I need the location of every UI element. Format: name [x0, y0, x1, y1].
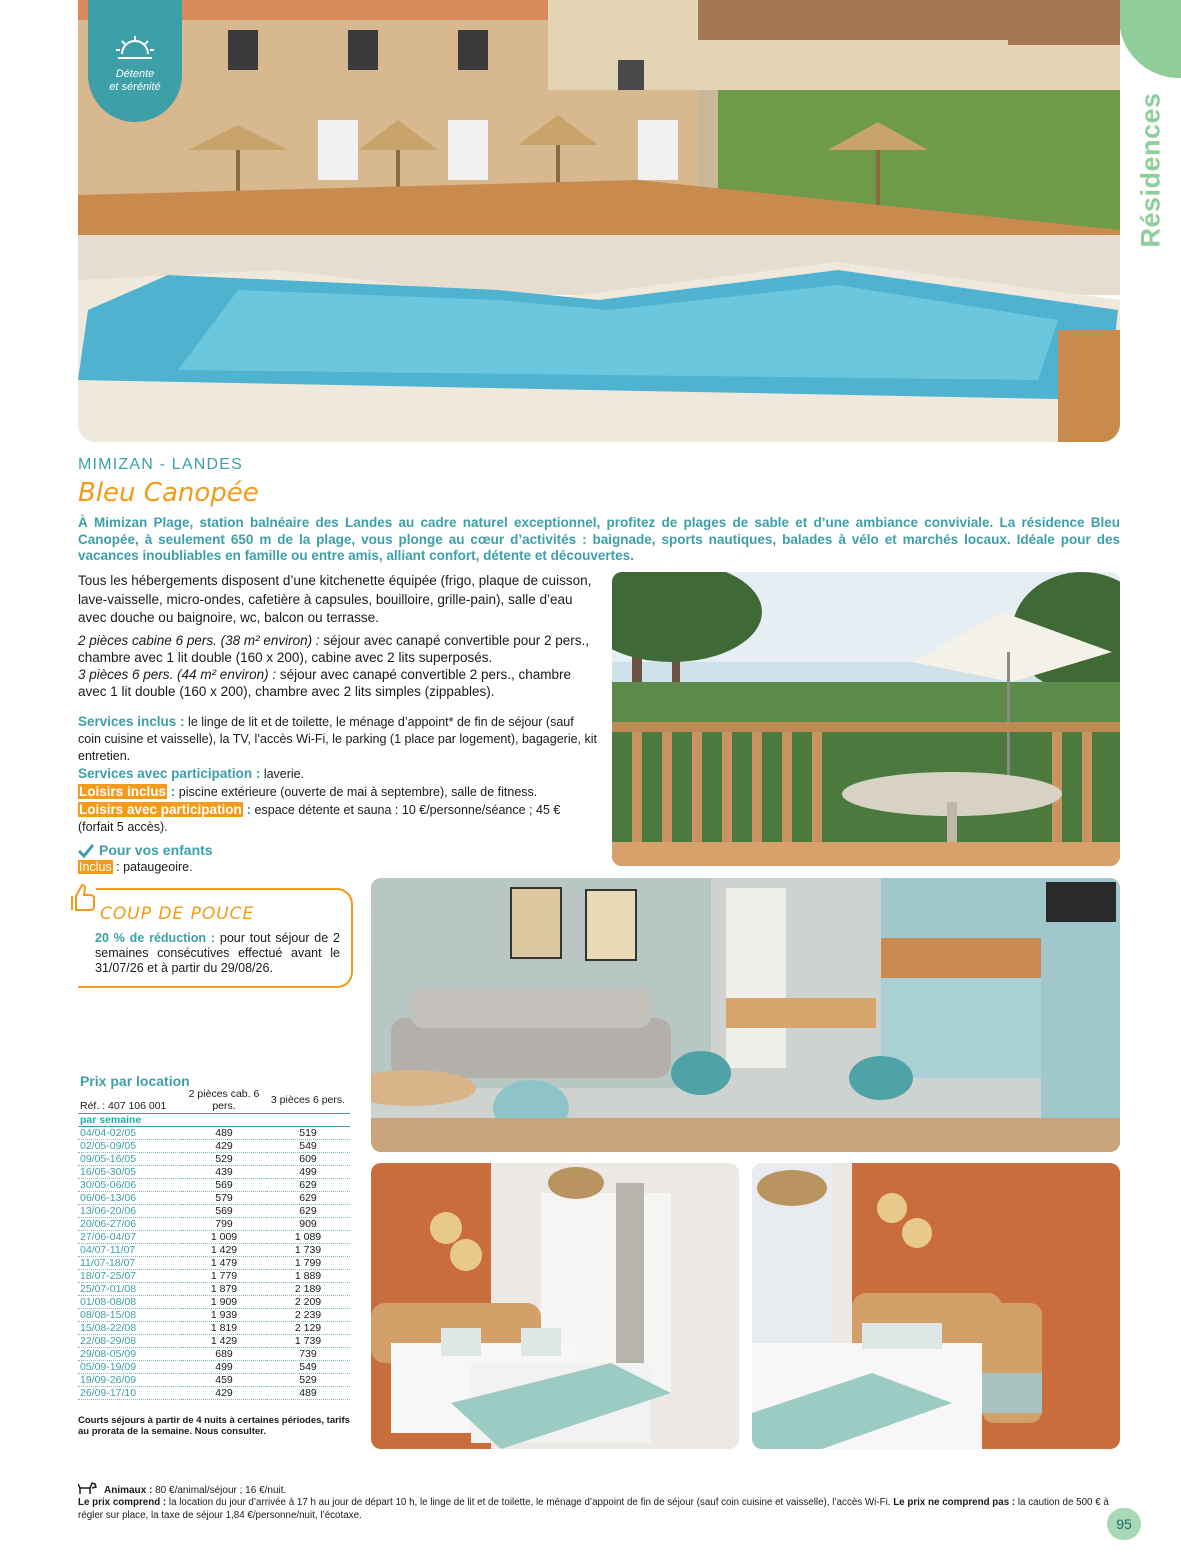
price-3p: 1 739 — [266, 1244, 350, 1257]
room-type-1-desc: séjour avec canapé convertible pour 2 pers., chambre avec 1 lit double (160 x 200), cabine avec 2 lits superposés. — [78, 633, 590, 665]
price-row — [78, 1218, 350, 1231]
sunrise-icon — [114, 34, 156, 62]
animals-label: Animaux : — [104, 1485, 153, 1496]
badge-line1: Détente — [115, 68, 155, 80]
room-type-2 — [78, 666, 598, 700]
animals-text: 80 €/animal/séjour ; 16 €/nuit. — [152, 1485, 287, 1496]
price-period: 25/07-01/08 — [78, 1283, 182, 1296]
services-block — [78, 713, 598, 876]
price-3p: 909 — [266, 1218, 350, 1231]
price-row — [78, 1296, 350, 1309]
price-2p: 1 819 — [182, 1322, 266, 1335]
loisirs-inclus-label: Loisirs inclus — [79, 784, 167, 799]
price-3p: 1 799 — [266, 1257, 350, 1270]
dog-icon — [78, 1480, 98, 1496]
price-conditions — [78, 1497, 1128, 1522]
price-period: 11/07-18/07 — [78, 1257, 182, 1270]
price-3p: 2 189 — [266, 1283, 350, 1296]
price-3p: 609 — [266, 1153, 350, 1166]
price-period: 02/05-09/05 — [78, 1140, 182, 1153]
price-2p: 1 479 — [182, 1257, 266, 1270]
excludes-text: la caution de 500 € à régler sur place, la taxe de séjour 1,84 €/personne/nuit, l’écotaxe. — [78, 1497, 1109, 1521]
promo-title: COUP DE POUCE — [100, 904, 255, 924]
price-2p: 439 — [182, 1166, 266, 1179]
location-label: MIMIZAN - LANDES — [78, 456, 243, 473]
services-inclus-label: Services inclus : — [78, 714, 185, 729]
excludes-label: Le prix ne comprend pas : — [893, 1497, 1016, 1508]
price-row — [78, 1257, 350, 1270]
loisirs-inclus-colon: : — [167, 784, 176, 799]
corner-tab — [1119, 0, 1181, 78]
price-table — [78, 1088, 350, 1400]
price-row — [78, 1335, 350, 1348]
price-3p: 2 239 — [266, 1309, 350, 1322]
thumbs-up-icon — [70, 882, 96, 914]
price-col-2p: 2 pièces cab. 6 pers. — [182, 1088, 266, 1114]
loisirs-participation-text: espace détente et sauna : 10 €/personne/séance ; 45 € (forfait 5 accès). — [78, 803, 561, 834]
price-row — [78, 1374, 350, 1387]
price-period: 26/09-17/10 — [78, 1387, 182, 1400]
price-row — [78, 1140, 350, 1153]
price-2p: 429 — [182, 1387, 266, 1400]
price-col-3p: 3 pièces 6 pers. — [266, 1088, 350, 1114]
price-3p: 529 — [266, 1374, 350, 1387]
services-participation-text: laverie. — [260, 767, 305, 781]
residence-title: Bleu Canopée — [78, 478, 259, 508]
terrace-photo — [612, 572, 1120, 866]
price-2p: 1 909 — [182, 1296, 266, 1309]
bedroom-photo-2 — [752, 1163, 1120, 1449]
price-2p: 689 — [182, 1348, 266, 1361]
price-2p: 489 — [182, 1127, 266, 1140]
price-row — [78, 1127, 350, 1140]
price-period: 13/06-20/06 — [78, 1205, 182, 1218]
living-room-photo — [371, 878, 1120, 1152]
section-side-label: Résidences — [1135, 92, 1166, 248]
room-type-1 — [78, 632, 598, 666]
promo-description: pour tout séjour de 2 semaines consécutives effectué avant le 31/07/26 et à partir du 29/08/26. — [95, 931, 341, 975]
price-row — [78, 1153, 350, 1166]
price-period: 05/09-19/09 — [78, 1361, 182, 1374]
price-period: 16/05-30/05 — [78, 1166, 182, 1179]
price-row — [78, 1231, 350, 1244]
kids-heading — [78, 842, 598, 859]
equipment-paragraph: Tous les hébergements disposent d’une kitchenette équipée (frigo, plaque de cuisson, lave-vaisselle, micro-ondes, cafetière à capsules, bouilloire, grille-pain), salle d’eau avec douche ou baignoire, wc, balcon ou terrasse. — [78, 573, 592, 625]
page-number: 95 — [1107, 1508, 1141, 1540]
animals-info — [78, 1480, 286, 1496]
services-inclus-text: le linge de lit et de toilette, le ménage d’appoint* de fin de séjour (sauf coin cuisine et vaisselle), la TV, l’accès Wi-Fi, le parking (1 place par logement), bagagerie, kit entretien. — [78, 715, 597, 763]
price-row — [78, 1283, 350, 1296]
price-2p: 529 — [182, 1153, 266, 1166]
price-period: 19/09-26/09 — [78, 1374, 182, 1387]
price-3p: 1 889 — [266, 1270, 350, 1283]
price-row — [78, 1166, 350, 1179]
price-period: 30/05-06/06 — [78, 1179, 182, 1192]
price-period: 18/07-25/07 — [78, 1270, 182, 1283]
kids-inclus-text: : pataugeoire. — [112, 860, 193, 874]
price-row — [78, 1322, 350, 1335]
price-section: par semaine — [78, 1114, 350, 1127]
price-3p: 739 — [266, 1348, 350, 1361]
room-types — [78, 632, 598, 700]
price-2p: 459 — [182, 1374, 266, 1387]
price-period: 09/05-16/05 — [78, 1153, 182, 1166]
includes-text: la location du jour d’arrivée à 17 h au jour de départ 10 h, le linge de lit et de toilette, le ménage d’appoint de fin de séjour (sauf coin cuisine et vaisselle), l’accès Wi-Fi. — [166, 1497, 894, 1508]
price-row — [78, 1270, 350, 1283]
room-type-1-name: 2 pièces cabine 6 pers. (38 m² environ) : — [78, 633, 320, 648]
kids-heading-text: Pour vos enfants — [99, 842, 213, 858]
price-3p: 2 129 — [266, 1322, 350, 1335]
checkmark-icon — [78, 844, 94, 858]
price-2p: 569 — [182, 1205, 266, 1218]
bedroom-photo-1 — [371, 1163, 739, 1449]
price-period: 08/08-15/08 — [78, 1309, 182, 1322]
room-type-2-desc: séjour avec canapé convertible 2 pers., chambre avec 1 lit double (160 x 200), chambre avec 2 lits simples (zippables). — [78, 667, 572, 699]
price-3p: 489 — [266, 1387, 350, 1400]
price-row — [78, 1387, 350, 1400]
price-period: 22/08-29/08 — [78, 1335, 182, 1348]
price-period: 20/06-27/06 — [78, 1218, 182, 1231]
price-2p: 1 939 — [182, 1309, 266, 1322]
price-2p: 429 — [182, 1140, 266, 1153]
services-participation-label: Services avec participation : — [78, 766, 261, 781]
price-3p: 499 — [266, 1166, 350, 1179]
price-period: 29/08-05/09 — [78, 1348, 182, 1361]
price-note: Courts séjours à partir de 4 nuits à certaines périodes, tarifs au prorata de la semaine. Nous consulter. — [78, 1415, 350, 1437]
price-3p: 629 — [266, 1192, 350, 1205]
hero-pool-photo — [78, 0, 1120, 442]
price-2p: 569 — [182, 1179, 266, 1192]
price-period: 06/06-13/06 — [78, 1192, 182, 1205]
price-period: 04/04-02/05 — [78, 1127, 182, 1140]
price-3p: 1 739 — [266, 1335, 350, 1348]
price-title: Prix par location — [80, 1073, 190, 1089]
price-2p: 1 429 — [182, 1244, 266, 1257]
price-2p: 579 — [182, 1192, 266, 1205]
kids-inclus-label: Inclus — [79, 860, 112, 874]
price-2p: 1 429 — [182, 1335, 266, 1348]
loisirs-participation-label: Loisirs avec participation — [79, 802, 242, 817]
price-3p: 629 — [266, 1205, 350, 1218]
theme-badge — [88, 0, 182, 122]
price-3p: 1 089 — [266, 1231, 350, 1244]
loisirs-inclus-text: piscine extérieure (ouverte de mai à septembre), salle de fitness. — [175, 785, 538, 799]
price-3p: 549 — [266, 1140, 350, 1153]
price-2p: 499 — [182, 1361, 266, 1374]
price-2p: 1 009 — [182, 1231, 266, 1244]
price-3p: 2 209 — [266, 1296, 350, 1309]
badge-line2: et sérénité — [109, 81, 161, 93]
price-row — [78, 1361, 350, 1374]
price-period: 04/07-11/07 — [78, 1244, 182, 1257]
price-row — [78, 1309, 350, 1322]
price-period: 15/08-22/08 — [78, 1322, 182, 1335]
loisirs-participation-colon: : — [242, 802, 252, 817]
price-row — [78, 1179, 350, 1192]
price-2p: 1 779 — [182, 1270, 266, 1283]
price-2p: 1 879 — [182, 1283, 266, 1296]
intro-paragraph: À Mimizan Plage, station balnéaire des Landes au cadre naturel exceptionnel, profitez de plages de sable et d’une ambiance conviviale. La résidence Bleu Canopée, à seulement 650 m de la plage, vous plonge au cœur d’activités : baignade, sports nautiques, balades à vélo et marchés locaux. Idéale pour des vacances inoubliables en famille ou entre amis, alliant confort, détente et découvertes. — [78, 515, 1120, 563]
price-ref: Réf. : 407 106 001 — [78, 1088, 182, 1114]
price-row — [78, 1192, 350, 1205]
price-row — [78, 1205, 350, 1218]
room-type-2-name: 3 pièces 6 pers. (44 m² environ) : — [78, 667, 277, 682]
price-2p: 799 — [182, 1218, 266, 1231]
includes-label: Le prix comprend : — [78, 1497, 167, 1508]
promo-highlight: 20 % de réduction : — [95, 931, 216, 945]
price-3p: 629 — [266, 1179, 350, 1192]
price-3p: 519 — [266, 1127, 350, 1140]
promo-text — [95, 931, 340, 976]
price-row — [78, 1348, 350, 1361]
price-3p: 549 — [266, 1361, 350, 1374]
price-row — [78, 1244, 350, 1257]
price-period: 01/08-08/08 — [78, 1296, 182, 1309]
price-period: 27/06-04/07 — [78, 1231, 182, 1244]
